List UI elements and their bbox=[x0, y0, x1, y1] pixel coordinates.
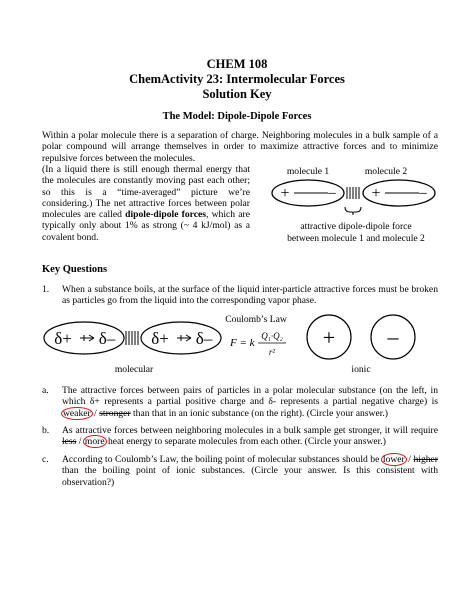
force-caption-line1: attractive dipole-dipole force bbox=[300, 221, 412, 232]
qb-choice-more-circled: more bbox=[84, 436, 105, 448]
qa-marker: a. bbox=[42, 385, 49, 396]
molecule1-minus: – bbox=[328, 185, 336, 201]
attraction-lines bbox=[347, 187, 359, 199]
qa-choice-weaker-circled: weaker bbox=[63, 407, 91, 419]
dipole-dipole-diagram bbox=[268, 164, 444, 248]
molecular-delta-minus-2: δ– bbox=[195, 329, 213, 348]
qb-text-end: heat energy to separate molecules from each other. (Circle your answer.) bbox=[105, 436, 386, 448]
key-questions-title: Key Questions bbox=[42, 264, 108, 275]
qa-text-end: than that in an ionic substance (on the right). (Circle your answer.) bbox=[130, 407, 388, 419]
qb-marker: b. bbox=[42, 425, 50, 436]
molecule2-minus: – bbox=[419, 185, 427, 201]
qa-text-start: The attractive forces between pairs of particles in a polar molecular substance (on the left, in which δ+ represents a partial positive charge and δ- represents a partial negative charge) is bbox=[62, 385, 438, 408]
model-body-end: , which are typically only about 1% as strong (~ 4 kJ/mol) as a covalent bond. bbox=[42, 209, 250, 243]
molecular-attraction-lines bbox=[126, 331, 138, 345]
ionic-label: ionic bbox=[351, 364, 371, 375]
qb-text-start: As attractive forces between neighboring molecules in a bulk sample get stronger, it will require bbox=[62, 425, 438, 436]
qc-choice-lower-circled: lower bbox=[382, 454, 405, 465]
coulomb-law-title: Coulomb’s Law bbox=[225, 314, 287, 325]
qa-separator: / bbox=[91, 407, 100, 419]
q1-number: 1. bbox=[42, 284, 50, 295]
molecule1-plus: + bbox=[280, 185, 290, 202]
activity-title: ChemActivity 23: Intermolecular Forces bbox=[129, 72, 345, 86]
molecular-vs-ionic-figure bbox=[42, 312, 446, 376]
qc-text bbox=[62, 454, 438, 488]
force-brace bbox=[345, 207, 361, 215]
coulomb-formula-numerator: Q₁·Q₂ bbox=[261, 331, 283, 341]
cation-symbol: + bbox=[322, 325, 336, 350]
molecular-delta-plus-1: δ+ bbox=[54, 329, 72, 348]
molecular-delta-minus-1: δ– bbox=[98, 329, 116, 348]
force-caption-line2: between molecule 1 and molecule 2 bbox=[287, 233, 425, 244]
molecule2-label: molecule 2 bbox=[364, 166, 408, 177]
q1-text: When a substance boils, at the surface of the liquid inter-particle attractive forces must be broken as particles go from the liquid into the corresponding vapor phase. bbox=[62, 284, 438, 307]
molecular-delta-plus-2: δ+ bbox=[151, 329, 169, 348]
qb-choice-less: less bbox=[62, 436, 77, 448]
qc-text-start: According to Coulomb’s Law, the boiling point of molecular substances should be bbox=[62, 454, 382, 465]
solution-key-title: Solution Key bbox=[202, 87, 272, 101]
qc-choice-higher: higher bbox=[413, 454, 438, 465]
qa-text bbox=[62, 385, 438, 419]
model-intro: Within a polar molecule there is a separation of charge. Neighboring molecules in a bulk sample of a polar compound will arrange themselves in order to maximize attractive forces and to minimize repulsive forces between the molecules. bbox=[42, 130, 438, 164]
model-title: The Model: Dipole-Dipole Forces bbox=[162, 111, 312, 122]
dipole-dipole-term: dipole-dipole forces bbox=[125, 209, 207, 221]
qa-choice-stronger: stronger bbox=[99, 407, 131, 419]
qc-text-end: than the boiling point of ionic substances. (Circle your answer. Is this consistent with observation?) bbox=[62, 465, 438, 488]
coulomb-formula-lhs: F = k bbox=[230, 337, 255, 349]
qb-text bbox=[62, 425, 438, 448]
qc-separator: / bbox=[405, 454, 414, 465]
qb-separator: / bbox=[76, 436, 84, 448]
qc-marker: c. bbox=[42, 454, 49, 465]
model-body bbox=[42, 164, 250, 243]
model-body-start: (In a liquid there is still enough thermal energy that the molecules are constantly moving past each other; so this is a “time-averaged” picture we’re considering.) The net attractive forces between polar molecules are called bbox=[42, 164, 250, 221]
anion-symbol: – bbox=[387, 324, 399, 349]
molecule2-plus: + bbox=[371, 185, 381, 202]
coulomb-formula-denominator: r² bbox=[268, 347, 276, 357]
molecular-label: molecular bbox=[114, 364, 154, 375]
course-title: CHEM 108 bbox=[206, 57, 268, 71]
molecule1-label: molecule 1 bbox=[286, 166, 330, 177]
